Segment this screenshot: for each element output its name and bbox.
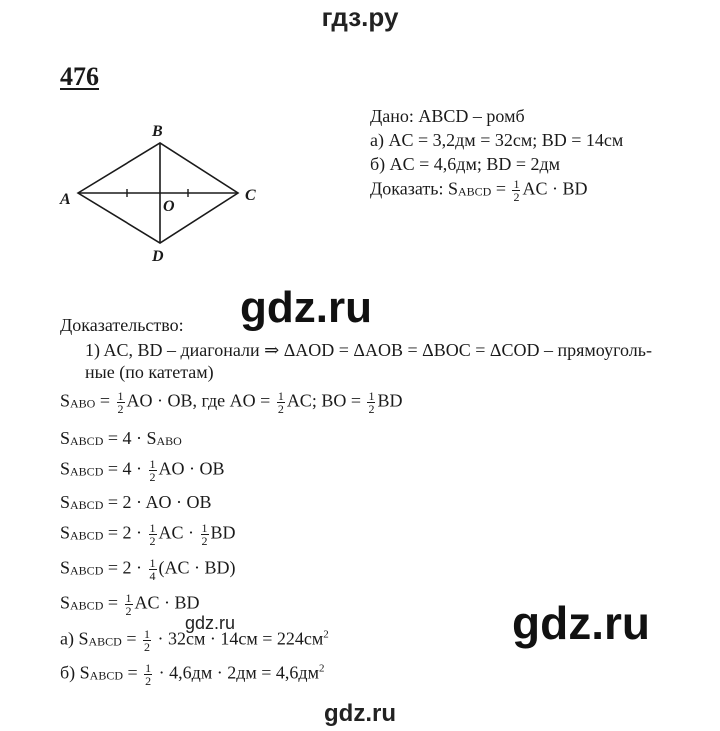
fraction-half: $\frac{1}{2}$ (117, 389, 124, 416)
proof-title: Доказательство: (60, 315, 184, 335)
given-line-1: Дано: ABCD – ромб (370, 106, 525, 126)
given-line-3: б) AC = 4,6дм; BD = 2дм (370, 154, 561, 174)
label-o: O (163, 198, 175, 215)
watermark-bottom: gdz.ru (324, 700, 396, 727)
proof-line-7: SABCD = $\frac{1}{2}$ AC · BD (60, 591, 200, 618)
fraction-half: $\frac{1}{2}$ (144, 627, 150, 654)
given-line-2: а) AC = 3,2дм = 32см; BD = 14см (370, 130, 624, 150)
proof-line-abo: SABO = $\frac{1}{2}$ AO · OB, где AO = $\frac{1}{2}$ AC; BO = $\frac{1}{2}$ BD (60, 389, 403, 416)
fraction-half: $\frac{1}{2}$ (149, 521, 156, 548)
prove-prefix: Доказать: S (370, 178, 458, 199)
label-b: B (152, 123, 163, 140)
label-c: C (245, 187, 256, 204)
watermark-mid: gdz.ru (240, 283, 372, 332)
label-d: D (152, 248, 164, 265)
fraction-half: $\frac{1}{2}$ (149, 457, 156, 484)
rhombus-figure (55, 118, 270, 268)
proof-line-b: б) SABCD = $\frac{1}{2}$ · $4,6дм \cdot 2дм = 4,6дм^2$ (60, 661, 325, 688)
fraction-half: $\frac{1}{2}$ (513, 177, 520, 204)
watermark-right: gdz.ru (512, 597, 650, 649)
prove-sub: ABCD (457, 184, 492, 199)
watermark-small: gdz.ru (185, 613, 236, 633)
prove-tail: AC · BD (522, 178, 588, 199)
proof-line-5: SABCD = 2 · $\frac{1}{2}$ AC · $\frac{1}{2}$ BD (60, 521, 236, 548)
fraction-half: $\frac{1}{2}$ (125, 591, 132, 618)
fraction-half: $\frac{1}{2}$ (368, 389, 375, 416)
proof-line-a: а) SABCD = $\frac{1}{2}$ · $32см \cdot 14см = 224см^2$ (60, 627, 329, 654)
prove-line (370, 178, 587, 203)
label-a: A (60, 191, 71, 208)
problem-number: 476 (60, 62, 99, 91)
proof-line-6: SABCD = 2 · $\frac{1}{4}$ (AC · BD) (60, 556, 236, 583)
proof-step1-line1: 1) AC, BD – диагонали ⇒ ΔAOD = ΔAOB = ΔBOC = ΔCOD – прямоуголь- (85, 340, 652, 360)
proof-line-2: SABCD = 4 · SABO (60, 428, 182, 448)
prove-eq: = (491, 178, 511, 199)
site-header: гдз.ру (321, 2, 399, 32)
proof-step1-line2: ные (по катетам) (85, 362, 214, 382)
fraction-half: $\frac{1}{2}$ (277, 389, 284, 416)
proof-line-3: SABCD = 4 · $\frac{1}{2}$ AO · OB (60, 457, 225, 484)
proof-line-4: SABCD = 2 · AO · OB (60, 492, 212, 512)
fraction-half: $\frac{1}{2}$ (145, 661, 152, 688)
fraction-quarter: $\frac{1}{4}$ (149, 556, 156, 583)
fraction-half: $\frac{1}{2}$ (201, 521, 208, 548)
